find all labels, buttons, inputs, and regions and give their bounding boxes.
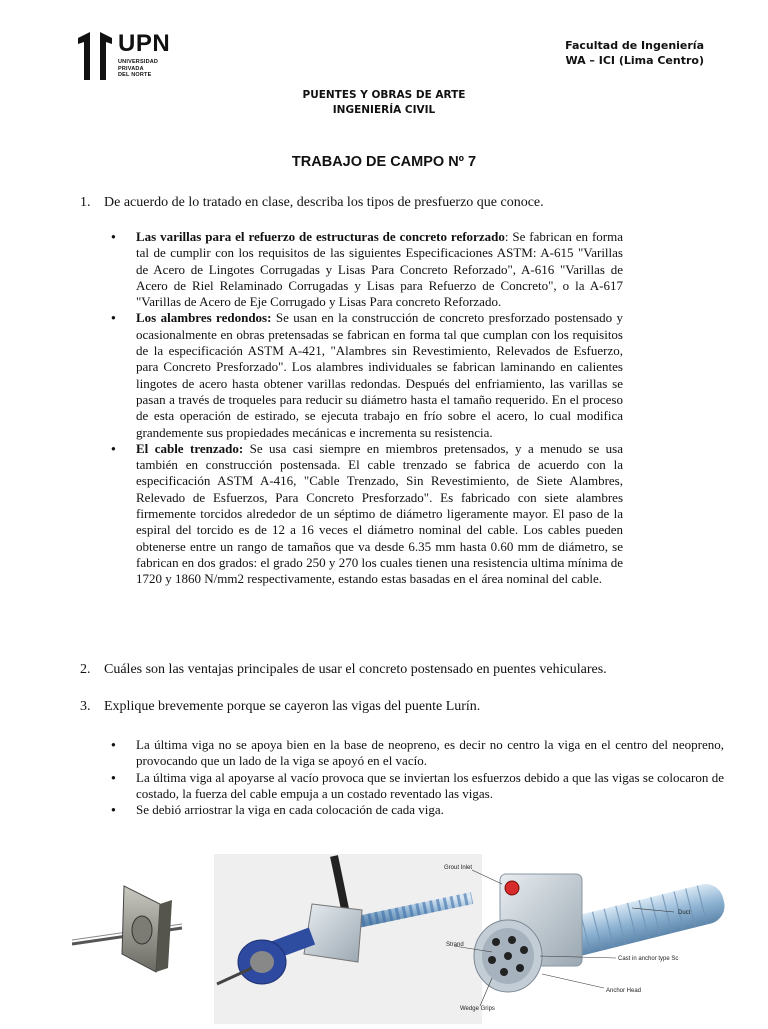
question-number: 2.	[80, 662, 91, 677]
logo-line: DEL NORTE	[118, 72, 152, 78]
upn-logo	[76, 32, 186, 82]
label-anchor-head: Anchor Head	[606, 988, 642, 994]
label-duct: Duct	[678, 910, 691, 916]
anchorage-figures	[72, 844, 728, 1024]
item-text: : Se fabrican en forma tal de cumplir con los requisitos de las siguientes Especificaciones ASTM: A-615 "Varillas de Acero de Lingotes Corrugadas y Lisas Para Concreto Reforzado", A-616 "Varillas de Acero de Riel Relaminado Corrugadas y Lisas para Refuerzo de Concreto", o la A-617 "Varillas de Acero de Eje Corrugado y Lisas Para concreto Reforzado.	[136, 229, 623, 310]
item-text: Se debió arriostrar la viga en cada colocación de cada viga.	[136, 802, 444, 818]
label-grout-inlet: Grout Inlet	[444, 865, 473, 871]
logo-name: UPN	[118, 30, 171, 57]
label-wedge-grips: Wedge Grips	[460, 1006, 495, 1012]
labelled-anchorage-image	[444, 865, 728, 1012]
list-item	[136, 441, 623, 588]
label-cast-anchor: Cast in anchor type Sc	[618, 956, 679, 962]
list-item	[136, 229, 623, 310]
item-bold: Las varillas para el refuerzo de estructuras de concreto reforzado	[136, 229, 505, 244]
question-number: 1.	[80, 195, 91, 210]
faculty-name: Facultad de Ingeniería	[565, 39, 704, 52]
prestress-types-list	[136, 229, 623, 588]
question-1	[80, 195, 544, 211]
question-text: Cuáles son las ventajas principales de usar el concreto postensado en puentes vehiculares.	[104, 662, 607, 677]
faculty-block	[565, 38, 704, 68]
document-title: TRABAJO DE CAMPO Nº 7	[291, 154, 477, 170]
list-item	[136, 770, 724, 803]
item-text: La última viga al apoyarse al vacío provoca que se inviertan los esfuerzos debido a que las vigas se colocaron de costado, la fuerza del cable empuja a un costado reventado las vigas.	[136, 769, 724, 801]
item-text: La última viga no se apoya bien en la base de neopreno, es decir no centro la viga en el centro del neopreno, provocando que un lado de la viga se apoyó en el vacío.	[136, 737, 724, 769]
item-text: Se usan en la construcción de concreto presforzado postensado y ocasionalmente en obras pretensadas se fabrican en forma tal que cumplan con los requisitos de la especificación ASTM A-421, "Alambres sin Revestimiento, Relevados de Esfuerzo, para Concreto Presforzado". Los alambres individuales se fabrican laminando en calientes lingotes de acero hasta obtener varillas redondas. Después del enfriamiento, las varillas se pasan a través de troqueles para reducir su diámetro hasta el tamaño requerido. En el proceso de esta operación de estirado, se ejecuta trabajo en frío sobre el acero, lo cual modifica grandemente sus propiedades mecánicas e incrementa su resistencia.	[136, 310, 623, 440]
anchor-plate-strand-image	[72, 886, 182, 972]
item-bold: Los alambres redondos:	[136, 310, 272, 326]
course-heading	[0, 88, 768, 118]
question-number: 3.	[80, 699, 91, 714]
duct-anchorage-image	[214, 854, 482, 1024]
career-name: INGENIERÍA CIVIL	[332, 104, 436, 116]
list-item	[136, 802, 724, 818]
upn-logo-mark-icon	[76, 32, 114, 80]
campus-name: WA – ICI (Lima Centro)	[565, 54, 704, 67]
logo-line: UNIVERSIDAD	[118, 59, 159, 65]
bridge-failure-list	[136, 737, 724, 818]
logo-line: PRIVADA	[118, 65, 144, 72]
question-3	[80, 699, 480, 715]
list-item	[136, 310, 623, 440]
item-text: Se usa casi siempre en miembros pretensados, y a menudo se usa también en construcción postensada. El cable trenzado se fabrica de acuerdo con la especificación ASTM A-416, "Cable Trenzado, Sin Revestimiento, de Siete Alambres, Relevado de Esfuerzos, Para Concreto Presforzado". Es fabricado con siete alambres firmemente torcidos alrededor de un séptimo de diámetro ligeramente mayor. El paso de la espiral del torcido es de 12 a 16 veces el diámetro nominal del cable. Los cables pueden obtenerse entre un rango de tamaños que va desde 6.35 mm hasta 0.60 mm de diámetro, se fabrican en dos grados: el grado 250 y 270 los cuales tienen una resistencia ultima mínima de 1720 y 1860 N/mm2 respectivamente, estando estas basadas en el área nominal del cable.	[136, 440, 624, 587]
logo-subtitle	[118, 59, 158, 79]
question-2	[80, 662, 607, 678]
question-text: Explique brevemente porque se cayeron las vigas del puente Lurín.	[104, 699, 481, 714]
course-name: PUENTES Y OBRAS DE ARTE	[302, 89, 466, 101]
item-bold: El cable trenzado:	[136, 440, 244, 456]
list-item	[136, 737, 724, 770]
label-strand: Strand	[446, 942, 464, 948]
question-text: De acuerdo de lo tratado en clase, describa los tipos de presfuerzo que conoce.	[104, 195, 544, 210]
